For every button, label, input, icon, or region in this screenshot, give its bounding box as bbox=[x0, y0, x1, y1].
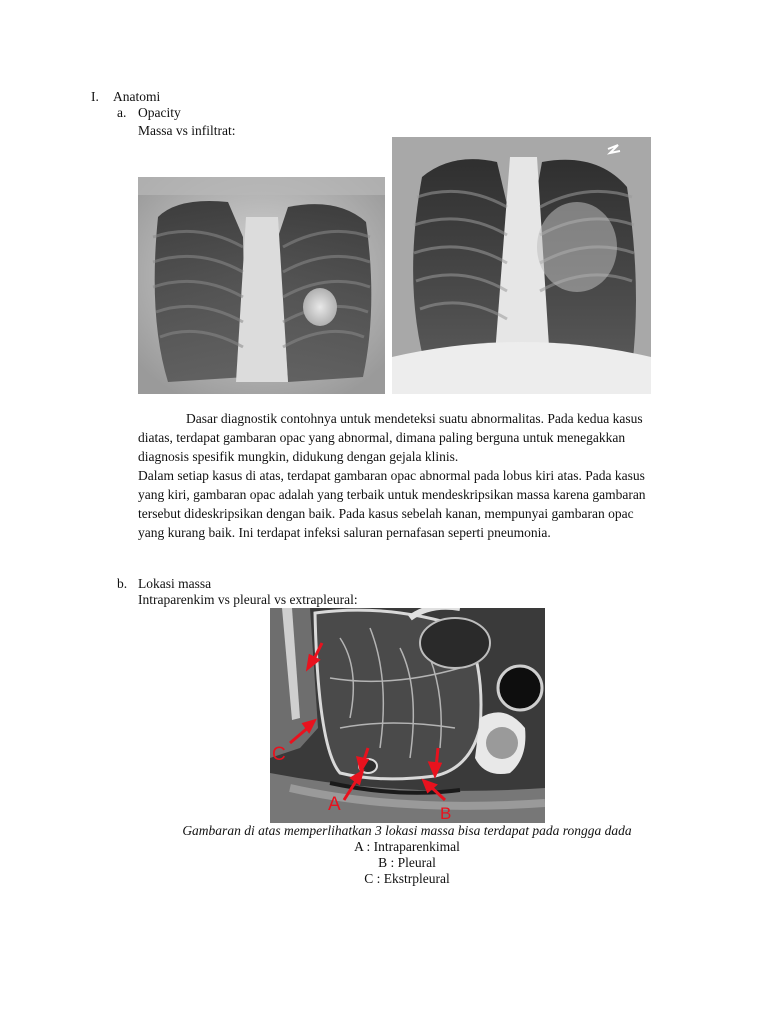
item-b-subtitle: Intraparenkim vs pleural vs extrapleural: bbox=[138, 592, 358, 607]
item-b-letter: b. bbox=[117, 576, 128, 591]
ct-label-c: C bbox=[272, 744, 286, 765]
ct-label-a: A bbox=[328, 794, 341, 815]
caption-line-a: A : Intraparenkimal bbox=[354, 839, 460, 854]
ct-scan-image bbox=[270, 608, 545, 823]
paragraph-opacity-first: Dasar diagnostik contohnya untuk mendeteksi suatu abnormalitas. Pada kedua kasus diatas, terdapat gambaran opac yang abnormal, dimana paling berguna untuk menegakkan diagnosis spesifik mungkin, didukung dengan gejala klinis. bbox=[138, 411, 643, 464]
caption-italic: Gambaran di atas memperlihatkan 3 lokasi massa bisa terdapat pada rongga dada bbox=[182, 823, 632, 838]
chest-xray-infiltrate-image bbox=[392, 137, 651, 394]
figure-caption bbox=[100, 823, 714, 887]
chest-xray-mass-image bbox=[138, 177, 385, 394]
item-a-subtitle: Massa vs infiltrat: bbox=[138, 123, 236, 138]
item-a-letter: a. bbox=[117, 105, 127, 120]
item-a-title: Opacity bbox=[138, 105, 181, 120]
caption-line-b: B : Pleural bbox=[378, 855, 436, 870]
item-b-title: Lokasi massa bbox=[138, 576, 212, 591]
ct-label-b: B bbox=[440, 804, 452, 823]
section-numeral: I. bbox=[91, 89, 99, 104]
paragraph-opacity bbox=[138, 409, 658, 542]
paragraph-opacity-second: Dalam setiap kasus di atas, terdapat gambaran opac abnormal pada lobus kiri atas. Pada kasus yang kiri, gambaran opac adalah yang terbaik untuk mendeskripsikan massa karena gambaran tersebut dideskripsikan dengan baik. Pada kasus sebelah kanan, mempunyai gambaran opac yang kurang baik. Ini terdapat infeksi saluran pernafasan seperti pneumonia. bbox=[138, 468, 646, 540]
section-title: Anatomi bbox=[113, 89, 161, 104]
caption-line-c: C : Ekstrpleural bbox=[364, 871, 450, 886]
